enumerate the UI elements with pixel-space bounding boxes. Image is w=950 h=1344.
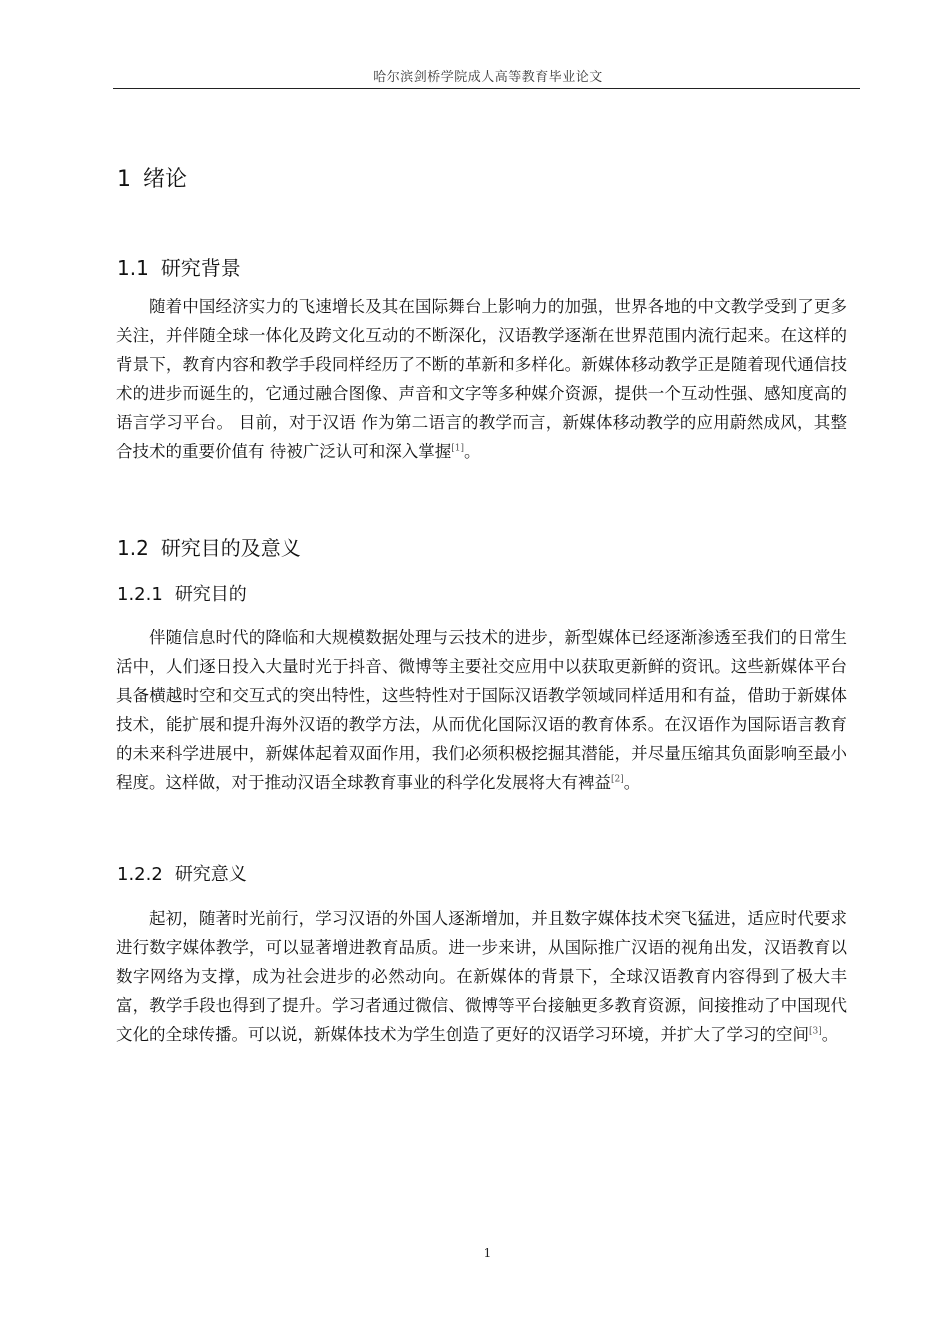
citation-marker: [3] bbox=[809, 1026, 822, 1037]
subsection-title: 研究目的 bbox=[174, 584, 247, 605]
chapter-number: 1 bbox=[117, 167, 131, 192]
paragraph-background bbox=[116, 292, 847, 466]
citation-marker: [2] bbox=[611, 774, 624, 785]
paragraph-text: 起初，随著时光前行，学习汉语的外国人逐渐增加，并且数字媒体技术突飞猛进，适应时代要求进行数字媒体教学，可以显著增进教育品质。进一步来讲，从国际推广汉语的视角出发，汉语教育以数字网络为支撑，成为社会进步的必然动向。在新媒体的背景下，全球汉语教育内容得到了极大丰富，教学手段也得到了提升。学习者通过微信、微博等平台接触更多教育资源，间接推动了中国现代文化的全球传播。可以说，新媒体技术为学生创造了更好的汉语学习环境，并扩大了学习的空间 bbox=[116, 909, 847, 1044]
chapter-title: 绪论 bbox=[143, 167, 188, 192]
header-rule bbox=[113, 88, 860, 89]
section-heading-purpose-significance bbox=[117, 532, 301, 561]
subsection-title: 研究意义 bbox=[174, 864, 247, 885]
section-title: 研究目的及意义 bbox=[160, 536, 301, 560]
section-heading-background bbox=[117, 252, 241, 281]
paragraph-ending: 。 bbox=[464, 442, 481, 461]
paragraph-significance bbox=[116, 904, 847, 1049]
paragraph-ending: 。 bbox=[623, 773, 641, 792]
running-header: 哈尔滨剑桥学院成人高等教育毕业论文 bbox=[373, 70, 603, 85]
subsection-heading-purpose bbox=[117, 580, 247, 606]
paragraph-purpose bbox=[116, 623, 847, 797]
citation-marker: [1] bbox=[451, 443, 464, 454]
section-number: 1.2 bbox=[117, 536, 149, 560]
subsection-heading-significance bbox=[117, 860, 247, 886]
page-number: 1 bbox=[483, 1246, 492, 1260]
section-title: 研究背景 bbox=[160, 256, 241, 280]
paragraph-text: 伴随信息时代的降临和大规模数据处理与云技术的进步，新型媒体已经逐渐渗透至我们的日常生活中，人们逐日投入大量时光于抖音、微博等主要社交应用中以获取更新鲜的资讯。这些新媒体平台具备横越时空和交互式的突出特性，这些特性对于国际汉语教学领域同样适用和有益，借助于新媒体技术，能扩展和提升海外汉语的教学方法，从而优化国际汉语的教育体系。在汉语作为国际语言教育的未来科学进展中，新媒体起着双面作用，我们必须积极挖掘其潜能，并尽量压缩其负面影响至最小程度。这样做，对于推动汉语全球教育事业的科学化发展将大有裨益 bbox=[116, 628, 847, 792]
section-number: 1.1 bbox=[117, 256, 149, 280]
paragraph-ending: 。 bbox=[821, 1025, 839, 1044]
paragraph-text: 随着中国经济实力的飞速增长及其在国际舞台上影响力的加强，世界各地的中文教学受到了更多关注，并伴随全球一体化及跨文化互动的不断深化，汉语教学逐渐在世界范围内流行起来。在这样的背景下，教育内容和教学手段同样经历了不断的革新和多样化。新媒体移动教学正是随着现代通信技术的进步而诞生的，它通过融合图像、声音和文字等多种媒介资源，提供一个互动性强、感知度高的语言学习平台。 目前，对于汉语 作为第二语言的教学而言，新媒体移动教学的应用蔚然成风，其整合技术的重要价值有 待被广泛认可和深入掌握 bbox=[116, 297, 847, 461]
subsection-number: 1.2.2 bbox=[117, 864, 163, 885]
subsection-number: 1.2.1 bbox=[117, 584, 163, 605]
chapter-heading bbox=[117, 162, 187, 193]
